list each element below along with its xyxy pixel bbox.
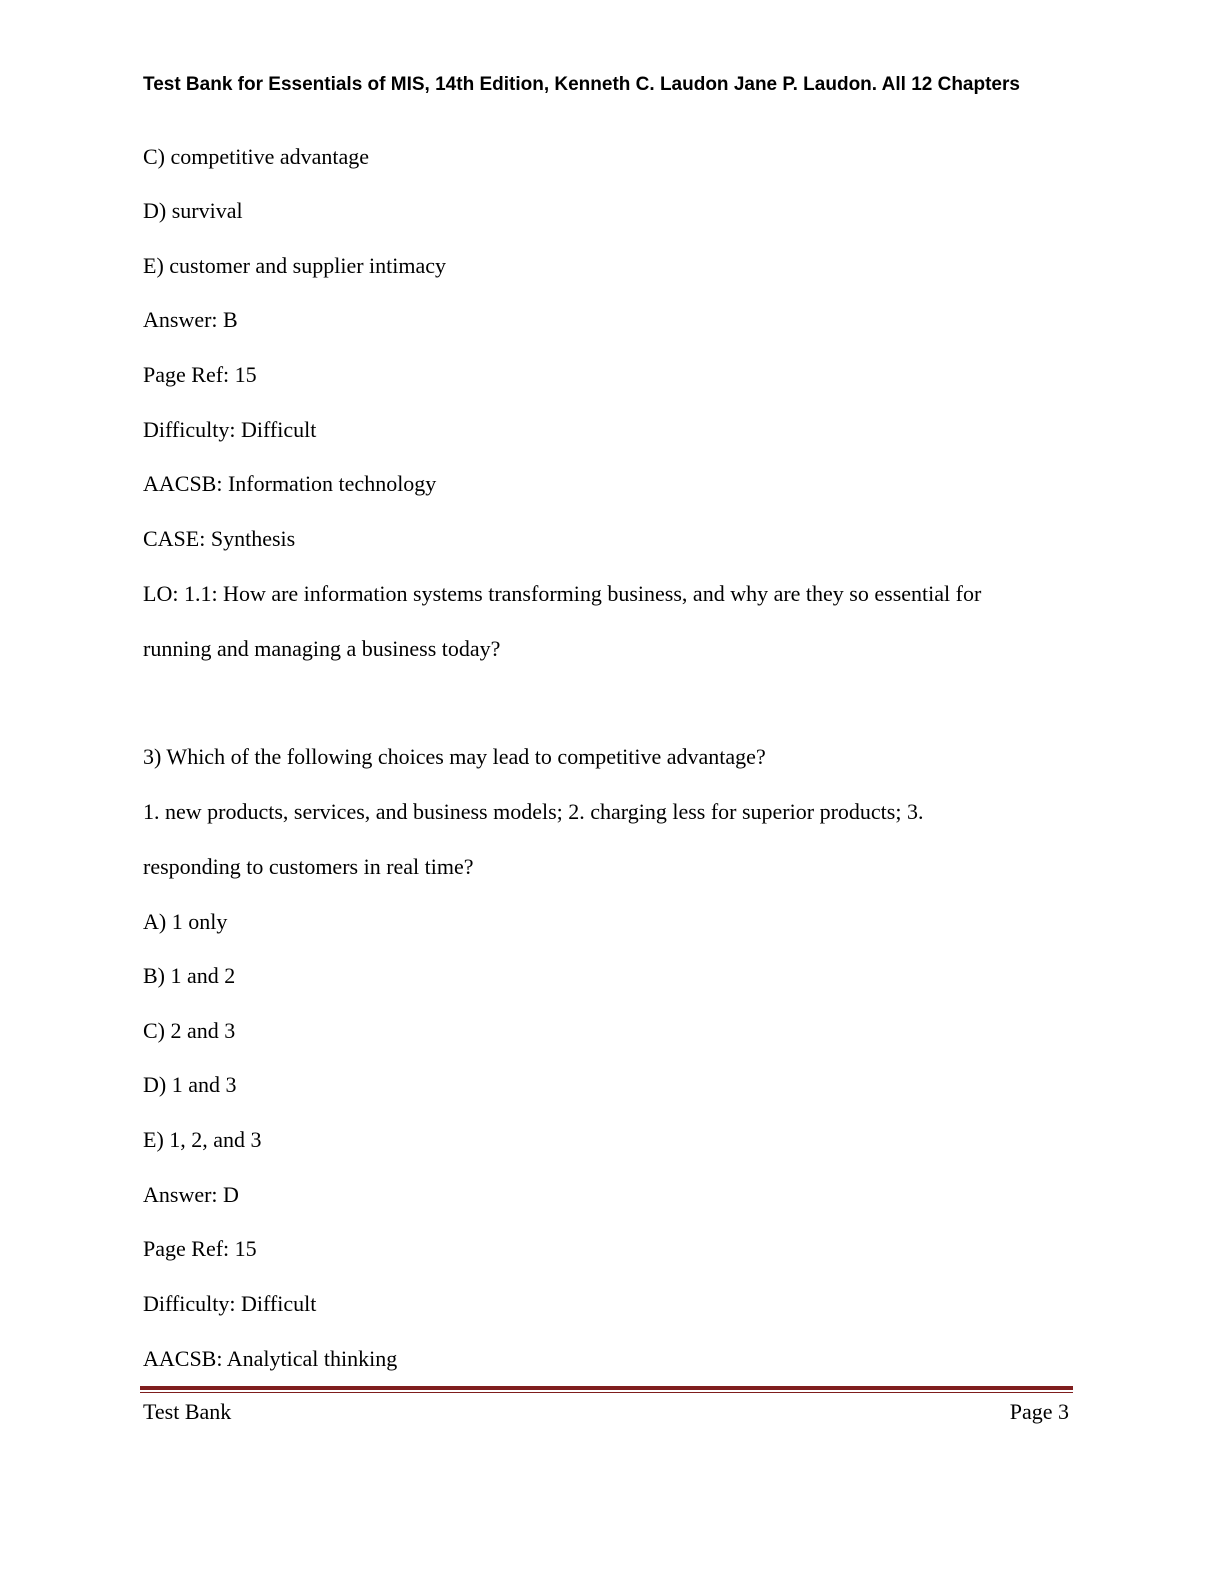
option-e: E) 1, 2, and 3 (143, 1127, 262, 1152)
case: CASE: Synthesis (143, 526, 296, 551)
footer-divider-thin (140, 1392, 1073, 1393)
page-number: Page 3 (1009, 1399, 1069, 1424)
option-d: D) 1 and 3 (143, 1072, 237, 1097)
option-b: B) 1 and 2 (143, 963, 236, 988)
option-d: D) survival (143, 198, 243, 223)
aacsb: AACSB: Analytical thinking (143, 1346, 398, 1371)
difficulty: Difficulty: Difficult (143, 417, 317, 442)
option-e: E) customer and supplier intimacy (143, 253, 447, 278)
aacsb: AACSB: Information technology (143, 471, 437, 496)
question-3-choices-line-1: 1. new products, services, and business models; 2. charging less for superior products; 3. (143, 799, 924, 824)
learning-objective-line-1: LO: 1.1: How are information systems transforming business, and why are they so essential for (143, 581, 982, 606)
page-header-title: Test Bank for Essentials of MIS, 14th Edition, Kenneth C. Laudon Jane P. Laudon. All 12 Chapters (143, 74, 1020, 95)
option-c: C) 2 and 3 (143, 1018, 236, 1043)
page-ref: Page Ref: 15 (143, 362, 257, 387)
difficulty: Difficulty: Difficult (143, 1291, 317, 1316)
question-3-choices-line-2: responding to customers in real time? (143, 854, 474, 879)
answer: Answer: D (143, 1182, 239, 1207)
footer-left-text: Test Bank (143, 1399, 232, 1424)
learning-objective-line-2: running and managing a business today? (143, 636, 501, 661)
option-a: A) 1 only (143, 909, 228, 934)
footer-divider (140, 1386, 1073, 1390)
page-ref: Page Ref: 15 (143, 1236, 257, 1261)
option-c: C) competitive advantage (143, 144, 370, 169)
answer: Answer: B (143, 307, 238, 332)
question-3: 3) Which of the following choices may lead to competitive advantage? (143, 744, 766, 769)
